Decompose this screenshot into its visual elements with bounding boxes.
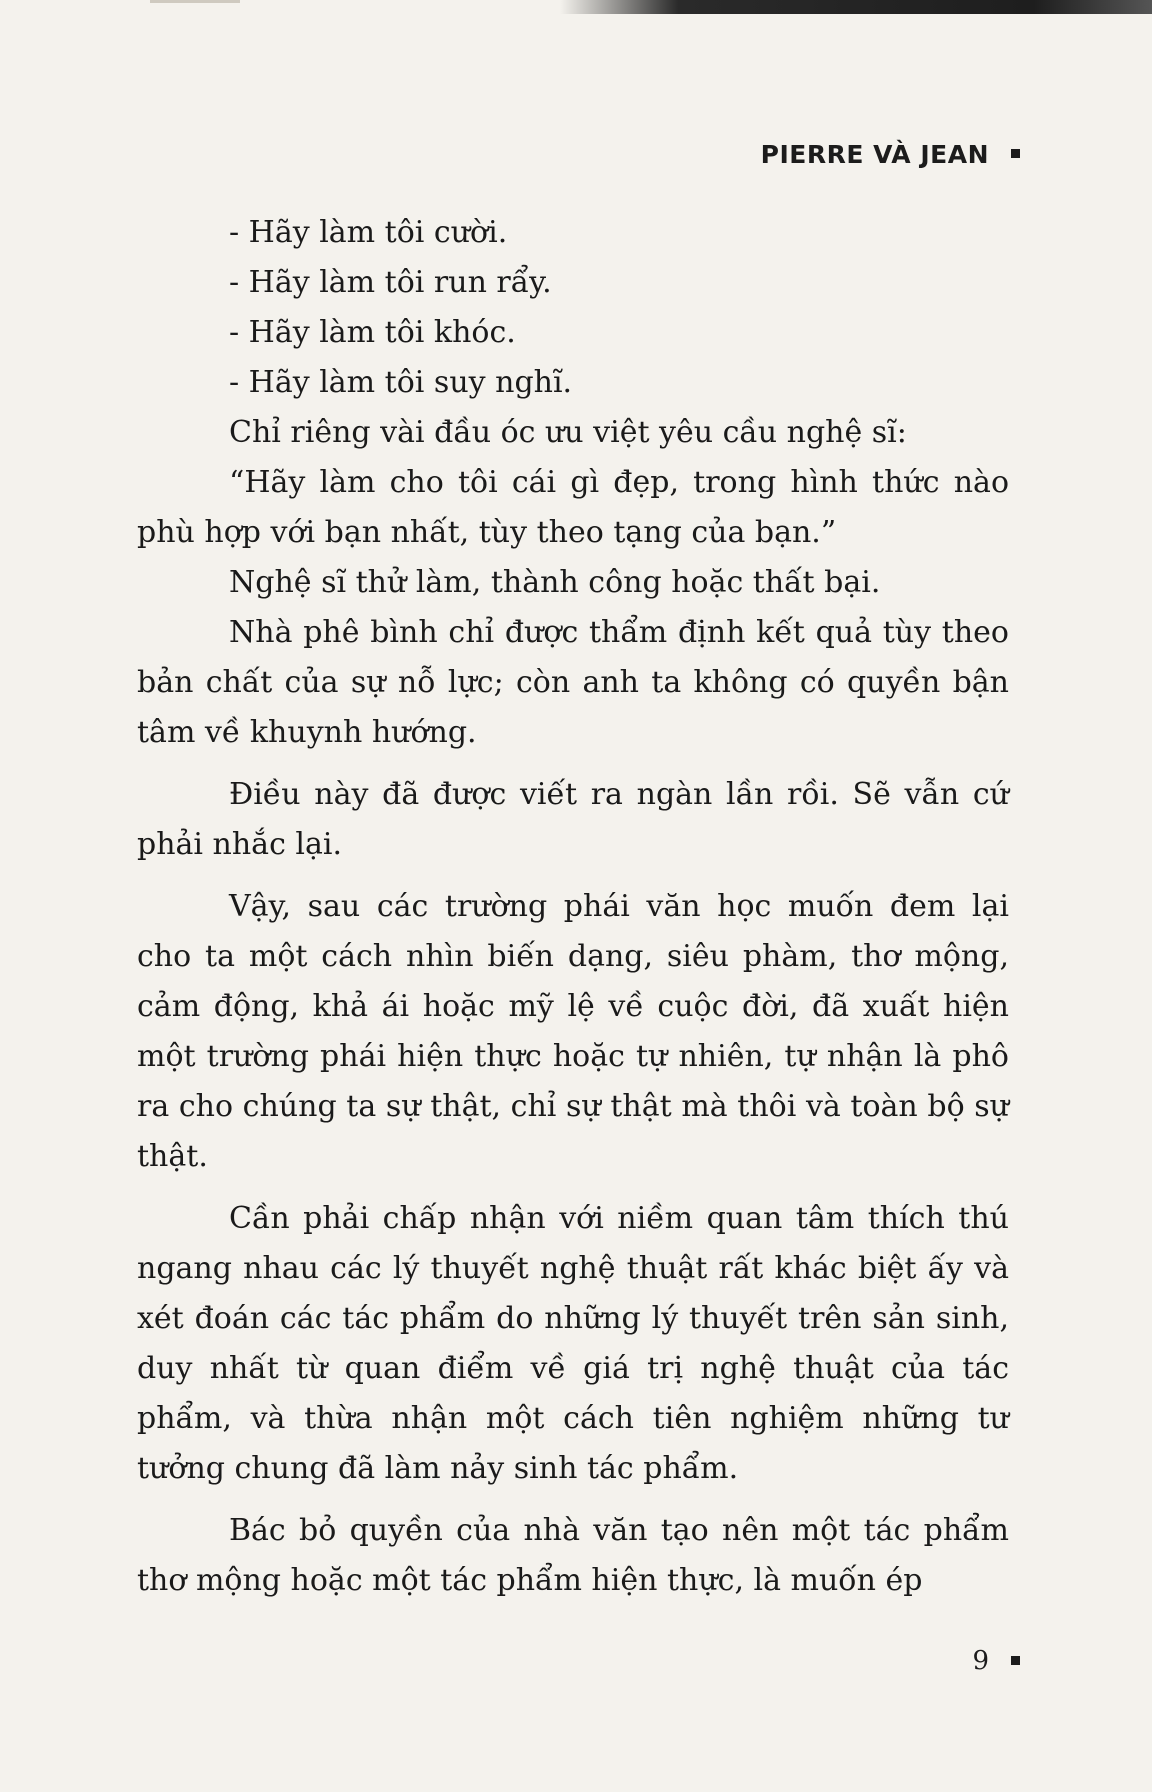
dialog-line-1: - Hãy làm tôi cười.: [229, 215, 508, 250]
dialog-line-3: - Hãy làm tôi khóc.: [229, 315, 516, 350]
square-bullet-icon: [1011, 149, 1020, 158]
body-text: [137, 208, 1009, 1606]
paragraph-quote: “Hãy làm cho tôi cái gì đẹp, trong hình thức nào phù hợp với bạn nhất, tùy theo tạng của bạn.”: [137, 465, 1009, 550]
dialog-line-2: - Hãy làm tôi run rẩy.: [229, 265, 552, 300]
paragraph-9: Điều này đã được viết ra ngàn lần rồi. Sẽ vẫn cứ phải nhắc lại.: [137, 777, 1009, 862]
page-edge-shadow: [560, 0, 1152, 14]
square-bullet-icon: [1011, 1656, 1020, 1665]
paragraph-10: Vậy, sau các trường phái văn học muốn đem lại cho ta một cách nhìn biến dạng, siêu phàm, thơ mộng, cảm động, khả ái hoặc mỹ lệ về cuộc đời, đã xuất hiện một trường phái hiện thực hoặc tự nhiên, tự nhận là phô ra cho chúng ta sự thật, chỉ sự thật mà thôi và toàn bộ sự thật.: [137, 889, 1009, 1174]
running-title: PIERRE VÀ JEAN: [760, 140, 989, 169]
page-edge-shadow-left: [150, 0, 240, 3]
paragraph-7: Nghệ sĩ thử làm, thành công hoặc thất bại.: [229, 565, 881, 600]
paragraph-8: Nhà phê bình chỉ được thẩm định kết quả tùy theo bản chất của sự nỗ lực; còn anh ta không có quyền bận tâm về khuynh hướng.: [137, 615, 1009, 750]
running-header: [640, 140, 1020, 169]
page-footer: [900, 1646, 1020, 1676]
page-number: 9: [972, 1646, 989, 1676]
paragraph-11: Cần phải chấp nhận với niềm quan tâm thích thú ngang nhau các lý thuyết nghệ thuật rất khác biệt ấy và xét đoán các tác phẩm do những lý thuyết trên sản sinh, duy nhất từ quan điểm về giá trị nghệ thuật của tác phẩm, và thừa nhận một cách tiên nghiệm những tư tưởng chung đã làm nảy sinh tác phẩm.: [137, 1201, 1009, 1486]
paragraph-12: Bác bỏ quyền của nhà văn tạo nên một tác phẩm thơ mộng hoặc một tác phẩm hiện thực, là muốn ép: [137, 1513, 1009, 1598]
dialog-line-4: - Hãy làm tôi suy nghĩ.: [229, 365, 573, 400]
paragraph-5: Chỉ riêng vài đầu óc ưu việt yêu cầu nghệ sĩ:: [229, 415, 907, 450]
